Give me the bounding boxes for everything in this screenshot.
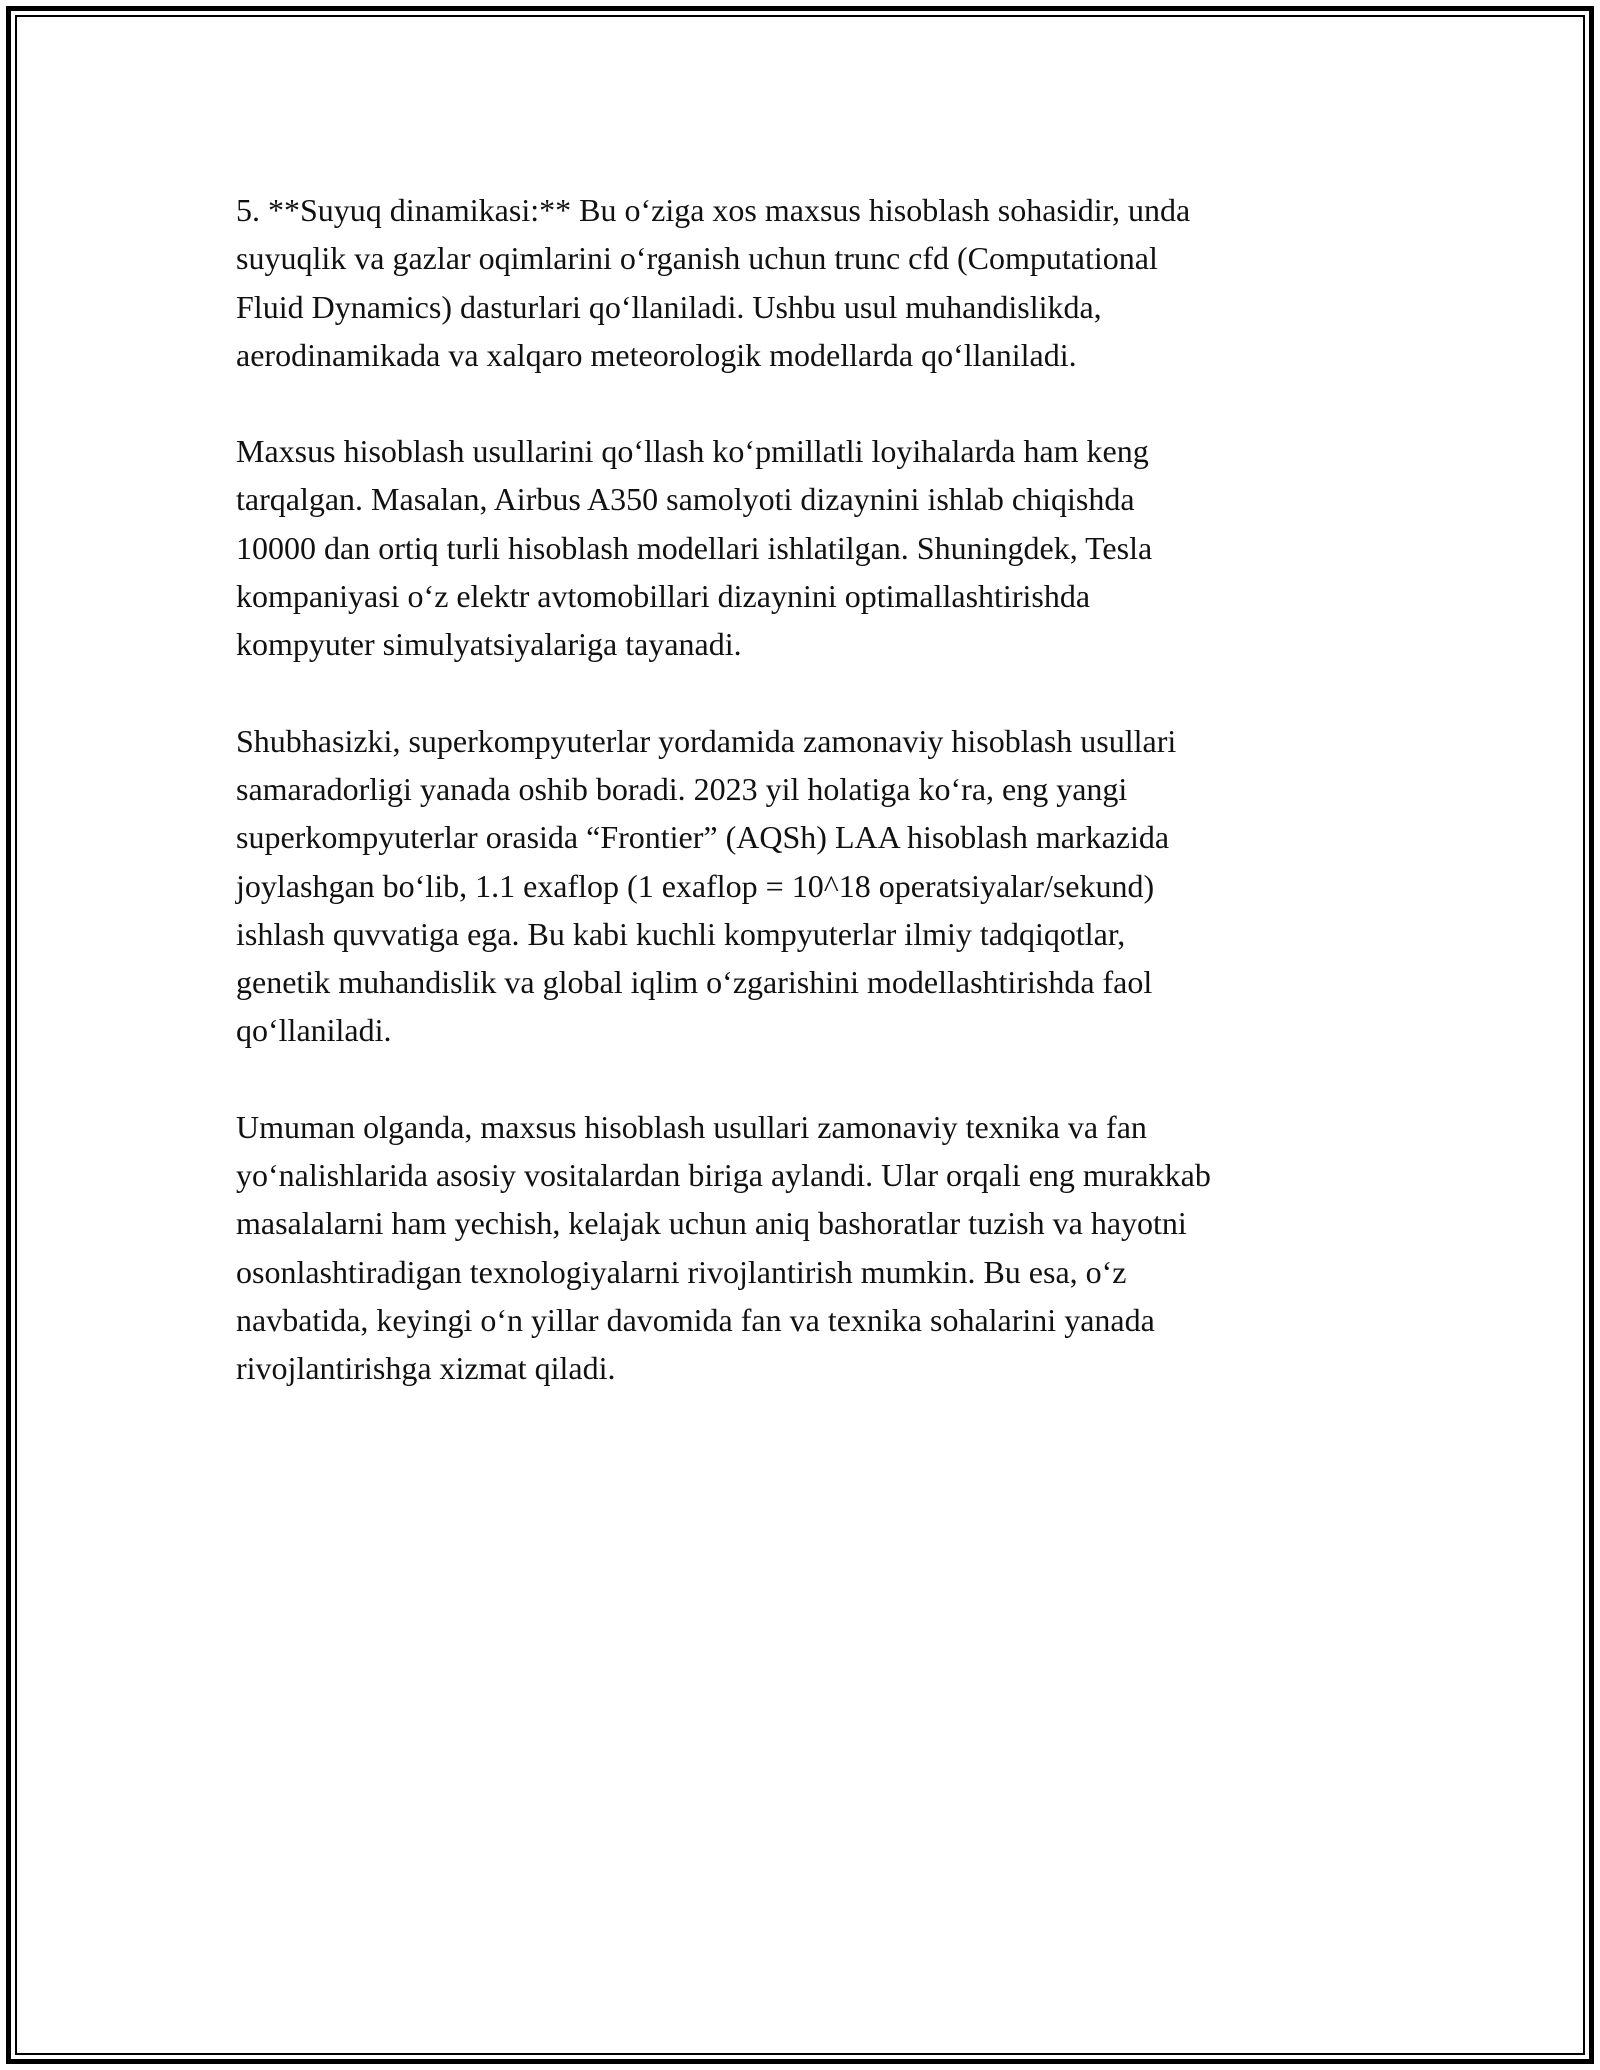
- text-line: joylashgan bo‘lib, 1.1 exaflop (1 exaflop = 10^18 operatsiyalar/sekund): [236, 867, 1155, 904]
- text-line: Shubhasizki, superkompyuterlar yordamida zamonaviy hisoblash usullari: [236, 722, 1177, 759]
- text-line: suyuqlik va gazlar oqimlarini o‘rganish uchun trunc cfd (Computational: [236, 240, 1158, 277]
- text-line: osonlashtiradigan texnologiyalarni rivojlantirish mumkin. Bu esa, o‘z: [236, 1253, 1127, 1290]
- document-body: [236, 186, 1366, 1441]
- text-line: superkompyuterlar orasida “Frontier” (AQSh) LAA hisoblash markazida: [236, 819, 1170, 856]
- text-line: masalalarni ham yechish, kelajak uchun aniq bashoratlar tuzish va hayotni: [236, 1205, 1187, 1242]
- text-line: rivojlantirishga xizmat qiladi.: [236, 1350, 616, 1387]
- text-line: Maxsus hisoblash usullarini qo‘llash ko‘pmillatli loyihalarda ham keng: [236, 433, 1149, 470]
- paragraph-conclusion: [236, 1103, 1366, 1393]
- text-line: 10000 dan ortiq turli hisoblash modellari ishlatilgan. Shuningdek, Tesla: [236, 529, 1153, 566]
- paragraph-supercomputers: [236, 717, 1366, 1055]
- text-line: samaradorligi yanada oshib boradi. 2023 yil holatiga ko‘ra, eng yangi: [236, 770, 1128, 807]
- text-line: navbatida, keyingi o‘n yillar davomida fan va texnika sohalarini yanada: [236, 1301, 1155, 1338]
- text-line: kompyuter simulyatsiyalariga tayanadi.: [236, 626, 742, 663]
- text-line: kompaniyasi o‘z elektr avtomobillari dizaynini optimallashtirishda: [236, 578, 1091, 615]
- text-line: tarqalgan. Masalan, Airbus A350 samolyoti dizaynini ishlab chiqishda: [236, 481, 1135, 518]
- text-line: ishlash quvvatiga ega. Bu kabi kuchli kompyuterlar ilmiy tadqiqotlar,: [236, 915, 1126, 952]
- text-line: qo‘llaniladi.: [236, 1012, 392, 1049]
- text-line: genetik muhandislik va global iqlim o‘zgarishini modellashtirishda faol: [236, 964, 1153, 1001]
- paragraph-fluid-dynamics: [236, 186, 1366, 379]
- text-line: Fluid Dynamics) dasturlari qo‘llaniladi. Ushbu usul muhandislikda,: [236, 288, 1102, 325]
- paragraph-multinational-projects: [236, 427, 1366, 668]
- text-line: Umuman olganda, maxsus hisoblash usullari zamonaviy texnika va fan: [236, 1108, 1147, 1145]
- text-line: aerodinamikada va xalqaro meteorologik modellarda qo‘llaniladi.: [236, 336, 1077, 373]
- text-line: yo‘nalishlarida asosiy vositalardan biriga aylandi. Ular orqali eng murakkab: [236, 1157, 1211, 1194]
- text-line: 5. **Suyuq dinamikasi:** Bu o‘ziga xos maxsus hisoblash sohasidir, unda: [236, 192, 1191, 228]
